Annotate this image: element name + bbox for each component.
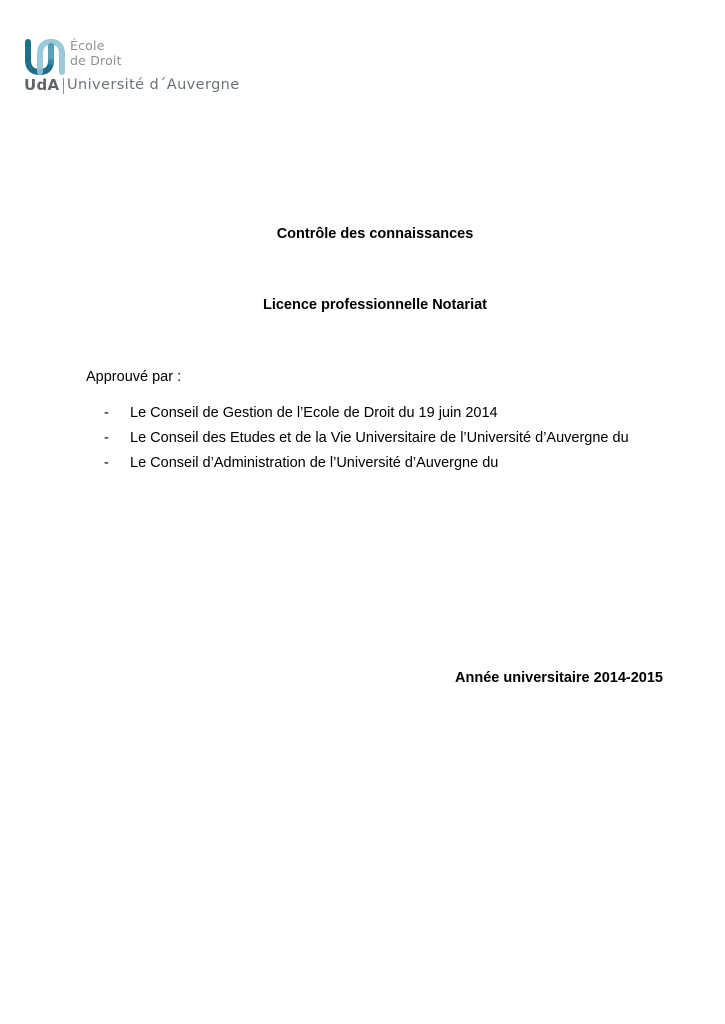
list-bullet: - [104, 430, 109, 446]
logo-separator [63, 78, 64, 94]
list-bullet: - [104, 455, 109, 471]
logo-university-name: Université d´Auvergne [67, 77, 240, 93]
university-logo [24, 34, 264, 96]
logo-school-line1: École [70, 38, 105, 53]
list-bullet: - [104, 405, 109, 421]
logo-abbreviation: UdA [24, 76, 60, 94]
uda-logo-mark-icon [24, 36, 68, 76]
approved-by-label: Approuvé par : [86, 369, 182, 385]
document-subtitle: Licence professionnelle Notariat [262, 297, 487, 313]
approval-text: Le Conseil des Etudes et de la Vie Universitaire de l’Université d’Auvergne du [130, 430, 629, 446]
academic-year: Année universitaire 2014-2015 [455, 670, 663, 686]
logo-school-name [70, 38, 122, 68]
approval-text: Le Conseil de Gestion de l’Ecole de Droit du 19 juin 2014 [130, 405, 498, 421]
logo-school-line2: de Droit [70, 53, 122, 68]
approval-text: Le Conseil d’Administration de l’Université d’Auvergne du [130, 455, 499, 471]
document-title: Contrôle des connaissances [276, 226, 474, 242]
